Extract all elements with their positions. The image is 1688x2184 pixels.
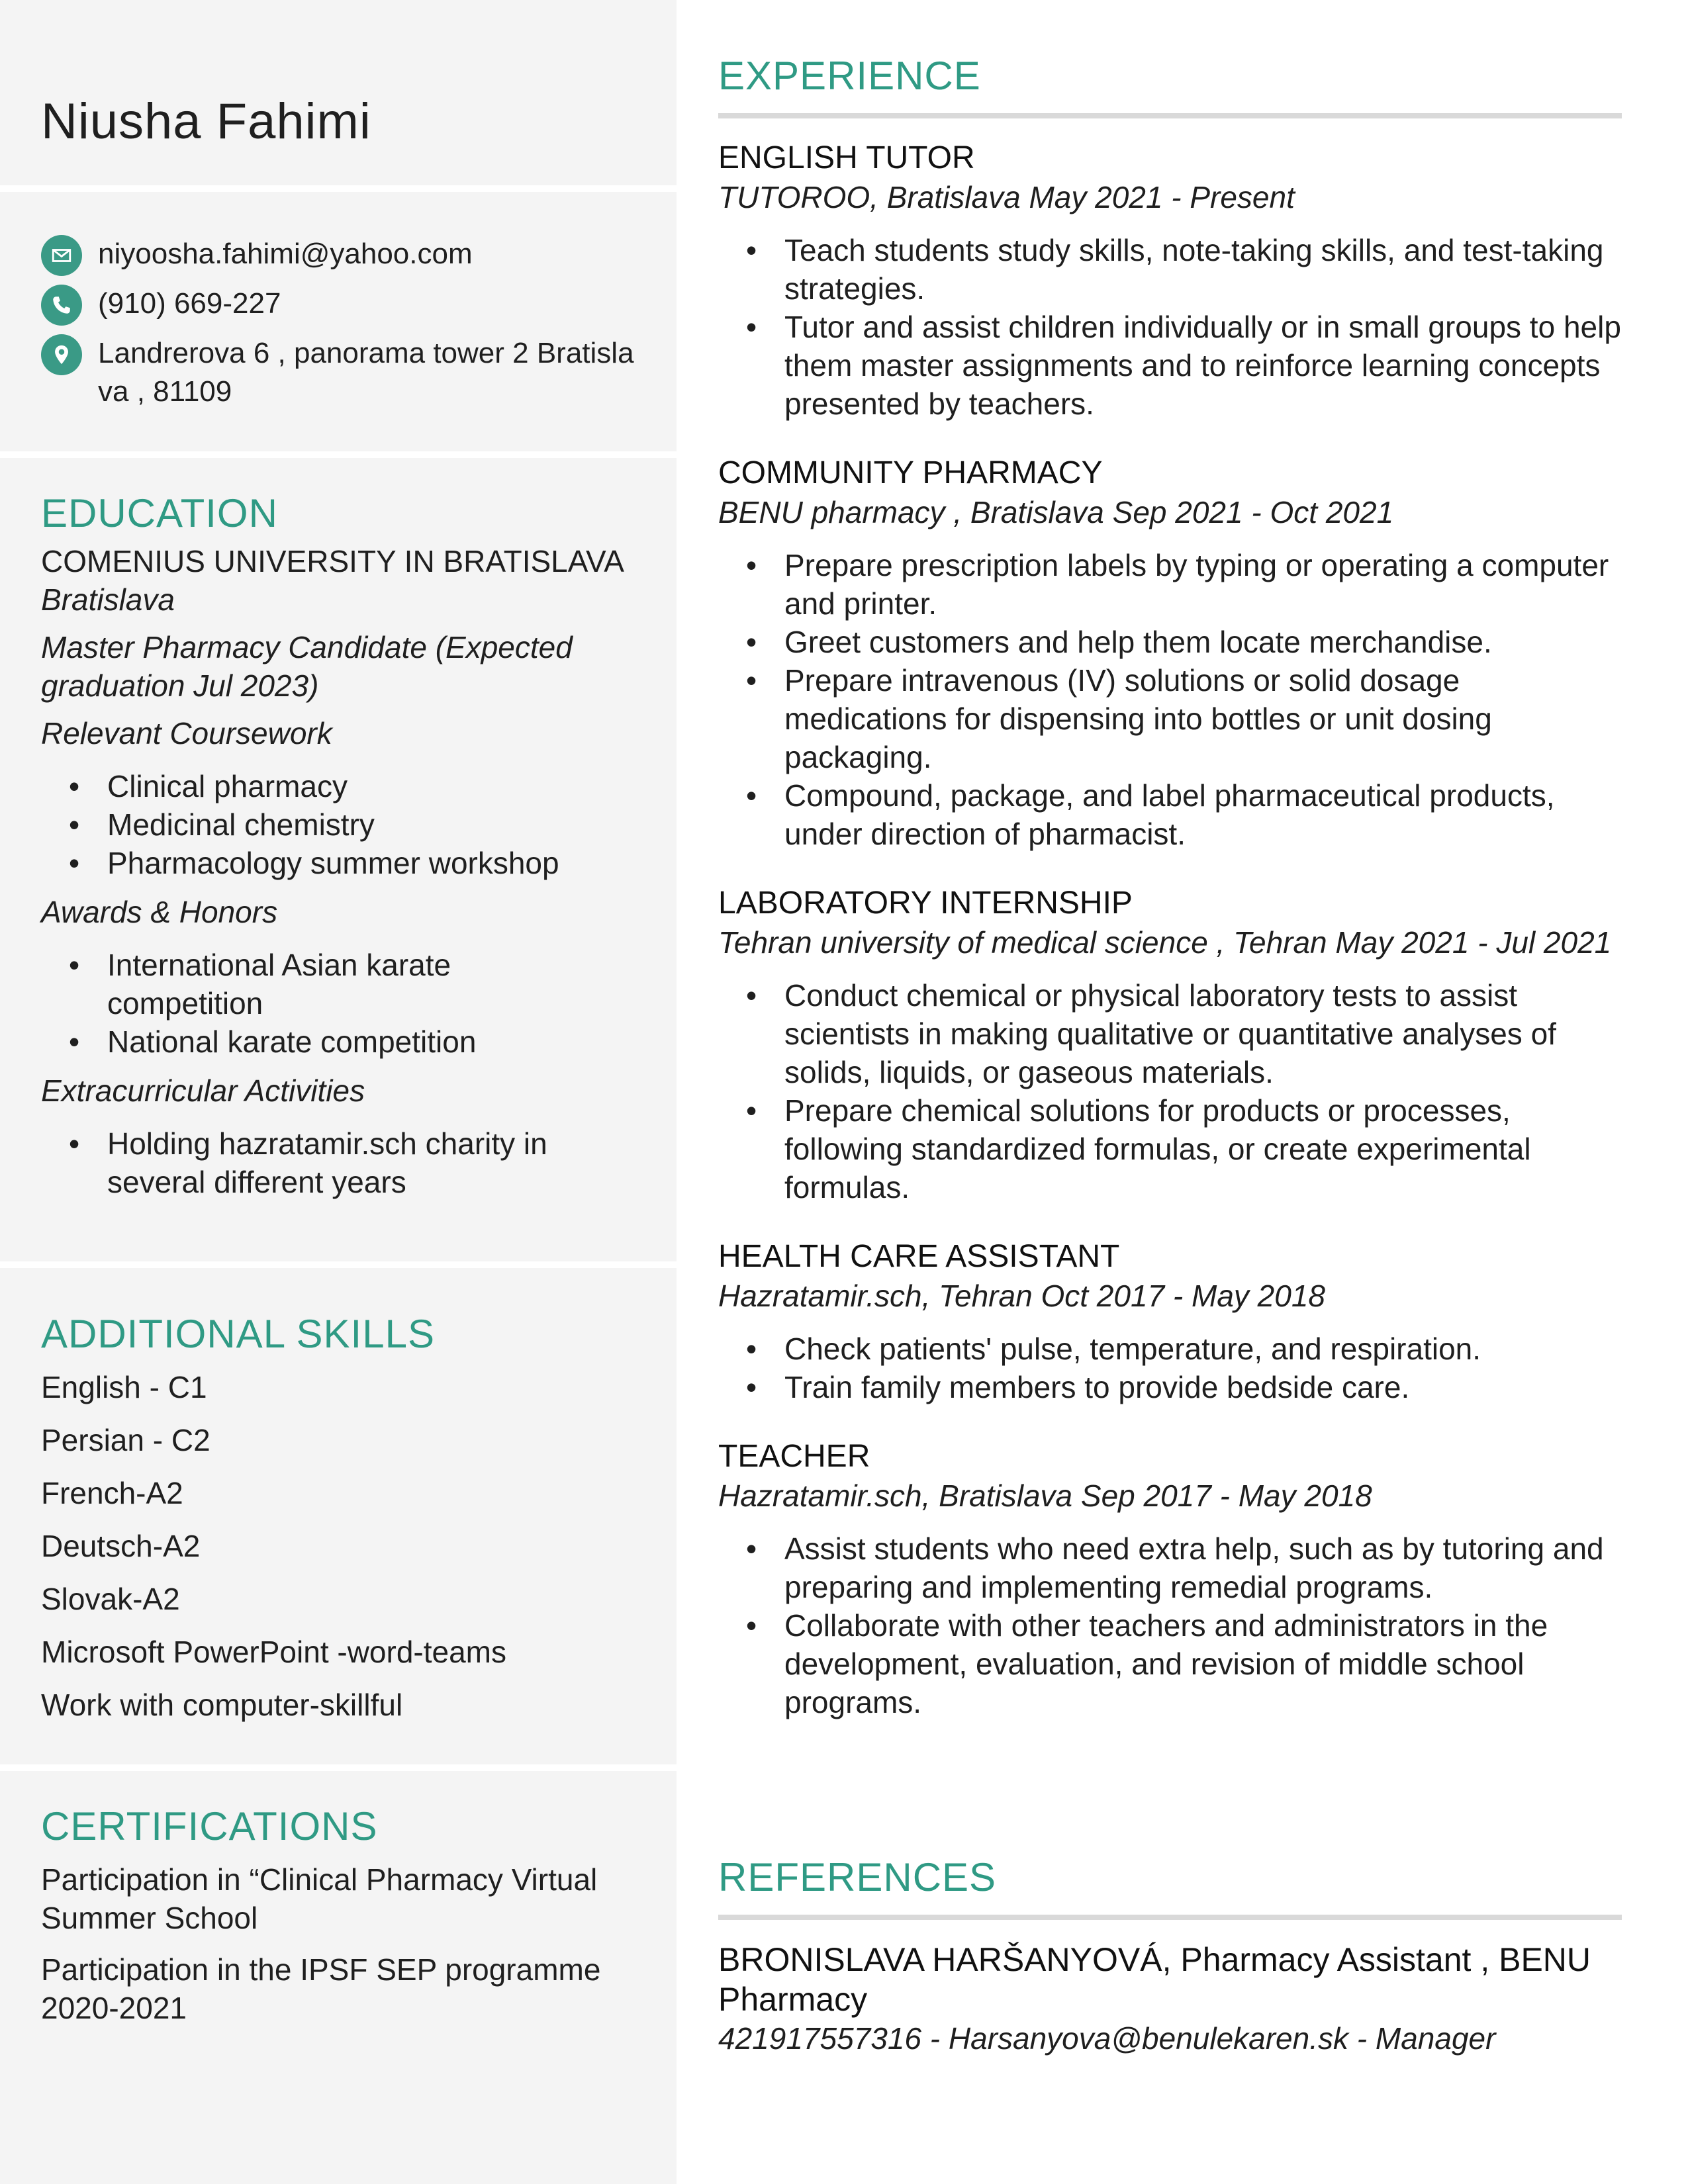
contact-phone bbox=[41, 285, 281, 326]
job-entry bbox=[718, 1237, 1622, 1406]
job-title: HEALTH CARE ASSISTANT bbox=[718, 1239, 1120, 1274]
job-subtitle: TUTOROO, Bratislava May 2021 - Present bbox=[718, 180, 1295, 214]
certifications-block bbox=[0, 1771, 677, 2184]
list-item: • Conduct chemical or physical laboratory tests to assist scientists in making qualitative or quantitative analyses of solids, liquids, or gaseous materials. bbox=[718, 976, 1622, 1091]
contact-email bbox=[41, 235, 473, 276]
education-heading: EDUCATION bbox=[41, 491, 278, 535]
skill-item: Deutsch-A2 bbox=[41, 1529, 201, 1563]
section-divider bbox=[718, 113, 1622, 118]
location-pin-icon bbox=[41, 334, 82, 375]
list-item: • Greet customers and help them locate merchandise. bbox=[718, 623, 1622, 661]
references-heading: REFERENCES bbox=[718, 1855, 997, 1899]
coursework-label: Relevant Coursework bbox=[41, 716, 332, 751]
list-item: • Compound, package, and label pharmaceutical products, under direction of pharmacist. bbox=[718, 776, 1622, 853]
job-subtitle: BENU pharmacy , Bratislava Sep 2021 - Oct 2021 bbox=[718, 495, 1394, 529]
address-text: Landrerova 6 , panorama tower 2 Bratisla va , 81109 bbox=[98, 337, 634, 408]
phone-text[interactable]: (910) 669-227 bbox=[98, 287, 281, 320]
job-title: COMMUNITY PHARMACY bbox=[718, 455, 1103, 490]
job-entry bbox=[718, 1437, 1622, 1721]
list-item: • International Asian karate competition bbox=[41, 946, 584, 1023]
contact-address bbox=[41, 334, 641, 411]
job-subtitle: Hazratamir.sch, Bratislava Sep 2017 - May 2018 bbox=[718, 1479, 1372, 1513]
list-item: • Tutor and assist children individually or in small groups to help them master assignments and to reinforce learning concepts presented by teachers. bbox=[718, 308, 1622, 423]
skill-item: English - C1 bbox=[41, 1370, 207, 1404]
job-subtitle: Tehran university of medical science , Tehran May 2021 - Jul 2021 bbox=[718, 925, 1612, 960]
candidate-name: Niusha Fahimi bbox=[41, 93, 371, 150]
contact-block bbox=[0, 192, 677, 451]
job-entry bbox=[718, 884, 1622, 1206]
awards-list bbox=[41, 946, 584, 1061]
job-entry bbox=[718, 453, 1622, 853]
job-bullets bbox=[718, 1529, 1622, 1721]
skills-block bbox=[0, 1268, 677, 1764]
phone-icon bbox=[41, 285, 82, 326]
list-item: • Assist students who need extra help, such as by tutoring and preparing and implementing remedial programs. bbox=[718, 1529, 1622, 1606]
job-title: ENGLISH TUTOR bbox=[718, 140, 975, 175]
email-icon bbox=[41, 235, 82, 276]
certification-item: Participation in the IPSF SEP programme 2020-2021 bbox=[41, 1952, 601, 2025]
experience-section bbox=[718, 53, 1622, 1752]
skill-item: French-A2 bbox=[41, 1476, 183, 1510]
list-item: • Collaborate with other teachers and administrators in the development, evaluation, and revision of middle school programs. bbox=[718, 1606, 1622, 1721]
email-link[interactable]: niyoosha.fahimi@yahoo.com bbox=[98, 238, 473, 270]
certification-item: Participation in “Clinical Pharmacy Virtual Summer School bbox=[41, 1862, 598, 1935]
list-item: • Check patients' pulse, temperature, and respiration. bbox=[718, 1330, 1622, 1368]
school-location: Bratislava bbox=[41, 582, 175, 617]
awards-label: Awards & Honors bbox=[41, 895, 278, 929]
education-block bbox=[0, 458, 677, 1261]
job-bullets bbox=[718, 231, 1622, 423]
degree: Master Pharmacy Candidate (Expected graduation Jul 2023) bbox=[41, 630, 573, 703]
references-section bbox=[718, 1854, 1622, 2058]
list-item: • Medicinal chemistry bbox=[41, 805, 637, 844]
skill-item: Persian - C2 bbox=[41, 1423, 211, 1457]
skill-item: Slovak-A2 bbox=[41, 1582, 180, 1616]
list-item: • Prepare chemical solutions for products or processes, following standardized formulas, or create experimental formulas. bbox=[718, 1091, 1622, 1206]
school-name: COMENIUS UNIVERSITY IN BRATISLAVA bbox=[41, 544, 624, 578]
job-title: TEACHER bbox=[718, 1439, 870, 1474]
sidebar bbox=[0, 0, 677, 2184]
job-bullets bbox=[718, 1330, 1622, 1406]
job-title: LABORATORY INTERNSHIP bbox=[718, 886, 1133, 921]
list-item: • Holding hazratamir.sch charity in several different years bbox=[41, 1124, 584, 1201]
list-item: • Prepare prescription labels by typing or operating a computer and printer. bbox=[718, 546, 1622, 623]
list-item: • Clinical pharmacy bbox=[41, 767, 637, 805]
section-divider bbox=[718, 1915, 1622, 1920]
job-entry bbox=[718, 138, 1622, 423]
reference-contact: 421917557316 - Harsanyova@benulekaren.sk - Manager bbox=[718, 2021, 1496, 2056]
list-item: • Teach students study skills, note-taking skills, and test-taking strategies. bbox=[718, 231, 1622, 308]
list-item: • Prepare intravenous (IV) solutions or solid dosage medications for dispensing into bottles or unit dosing packaging. bbox=[718, 661, 1622, 776]
experience-heading: EXPERIENCE bbox=[718, 54, 981, 98]
coursework-list bbox=[41, 767, 637, 882]
name-block bbox=[0, 0, 677, 185]
list-item: • Pharmacology summer workshop bbox=[41, 844, 637, 882]
extracurricular-list bbox=[41, 1124, 584, 1201]
skills-heading: ADDITIONAL SKILLS bbox=[41, 1312, 435, 1356]
skill-item: Microsoft PowerPoint -word-teams bbox=[41, 1635, 506, 1669]
list-item: • Train family members to provide bedside care. bbox=[718, 1368, 1622, 1406]
skill-item: Work with computer-skillful bbox=[41, 1688, 403, 1722]
extracurricular-label: Extracurricular Activities bbox=[41, 1073, 365, 1108]
job-bullets bbox=[718, 976, 1622, 1206]
reference-name: BRONISLAVA HARŠANYOVÁ, Pharmacy Assistant , BENU Pharmacy bbox=[718, 1941, 1591, 2018]
job-subtitle: Hazratamir.sch, Tehran Oct 2017 - May 2018 bbox=[718, 1279, 1326, 1313]
certifications-heading: CERTIFICATIONS bbox=[41, 1804, 378, 1848]
list-item: • National karate competition bbox=[41, 1023, 584, 1061]
job-bullets bbox=[718, 546, 1622, 853]
